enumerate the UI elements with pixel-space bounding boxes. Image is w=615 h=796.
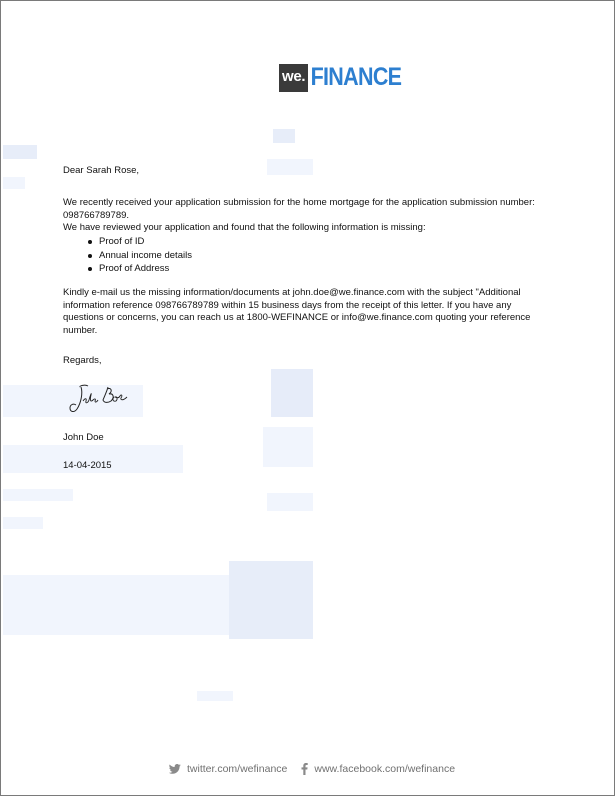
facebook-link[interactable]: www.facebook.com/wefinance <box>314 763 456 775</box>
handwritten-signature <box>67 381 129 415</box>
scan-artifact <box>267 493 313 511</box>
list-item: Proof of ID <box>86 235 192 249</box>
footer-twitter[interactable] <box>169 763 287 775</box>
scan-artifact <box>3 177 25 189</box>
scan-artifact <box>3 145 37 159</box>
letter-greeting: Dear Sarah Rose, <box>63 165 140 176</box>
list-item: Proof of Address <box>86 262 192 276</box>
footer-facebook[interactable] <box>301 763 455 775</box>
we-finance-logo <box>279 64 417 92</box>
scan-artifact <box>273 129 295 143</box>
paragraph-1-line-1: We recently received your application submission for the home mortgage for the application submission number: 098766789789. <box>63 197 535 221</box>
signer-name: John Doe <box>63 432 104 443</box>
twitter-bird-icon <box>169 764 181 774</box>
scan-artifact <box>267 159 313 175</box>
logo-finance: FINANCE <box>310 63 402 91</box>
scan-artifact <box>3 517 43 529</box>
letter-date: 14-04-2015 <box>63 460 112 471</box>
scan-artifact <box>263 427 313 467</box>
facebook-f-icon <box>301 763 308 775</box>
logo-we: we. <box>279 64 308 92</box>
twitter-link[interactable]: twitter.com/wefinance <box>187 763 288 775</box>
scan-artifact <box>3 575 229 635</box>
footer <box>169 761 455 777</box>
paragraph-1-line-2: We have reviewed your application and found that the following information is missing: <box>63 222 426 233</box>
letter-closing: Regards, <box>63 355 102 366</box>
letter-paragraph-1 <box>63 197 548 235</box>
missing-items-list <box>86 235 192 276</box>
scan-artifact <box>3 489 73 501</box>
letter-paragraph-2: Kindly e-mail us the missing information/documents at john.doe@we.finance.com with the subject "Additional information reference 098766789789 within 15 business days from the receipt of this letter. If you have any questions or concerns, you can reach us at 1800-WEFINANCE or info@we.finance.com quoting your reference number. <box>63 287 531 336</box>
scan-artifact <box>197 691 233 701</box>
scan-artifact <box>229 561 313 639</box>
scan-artifact <box>271 369 313 417</box>
list-item: Annual income details <box>86 249 192 263</box>
